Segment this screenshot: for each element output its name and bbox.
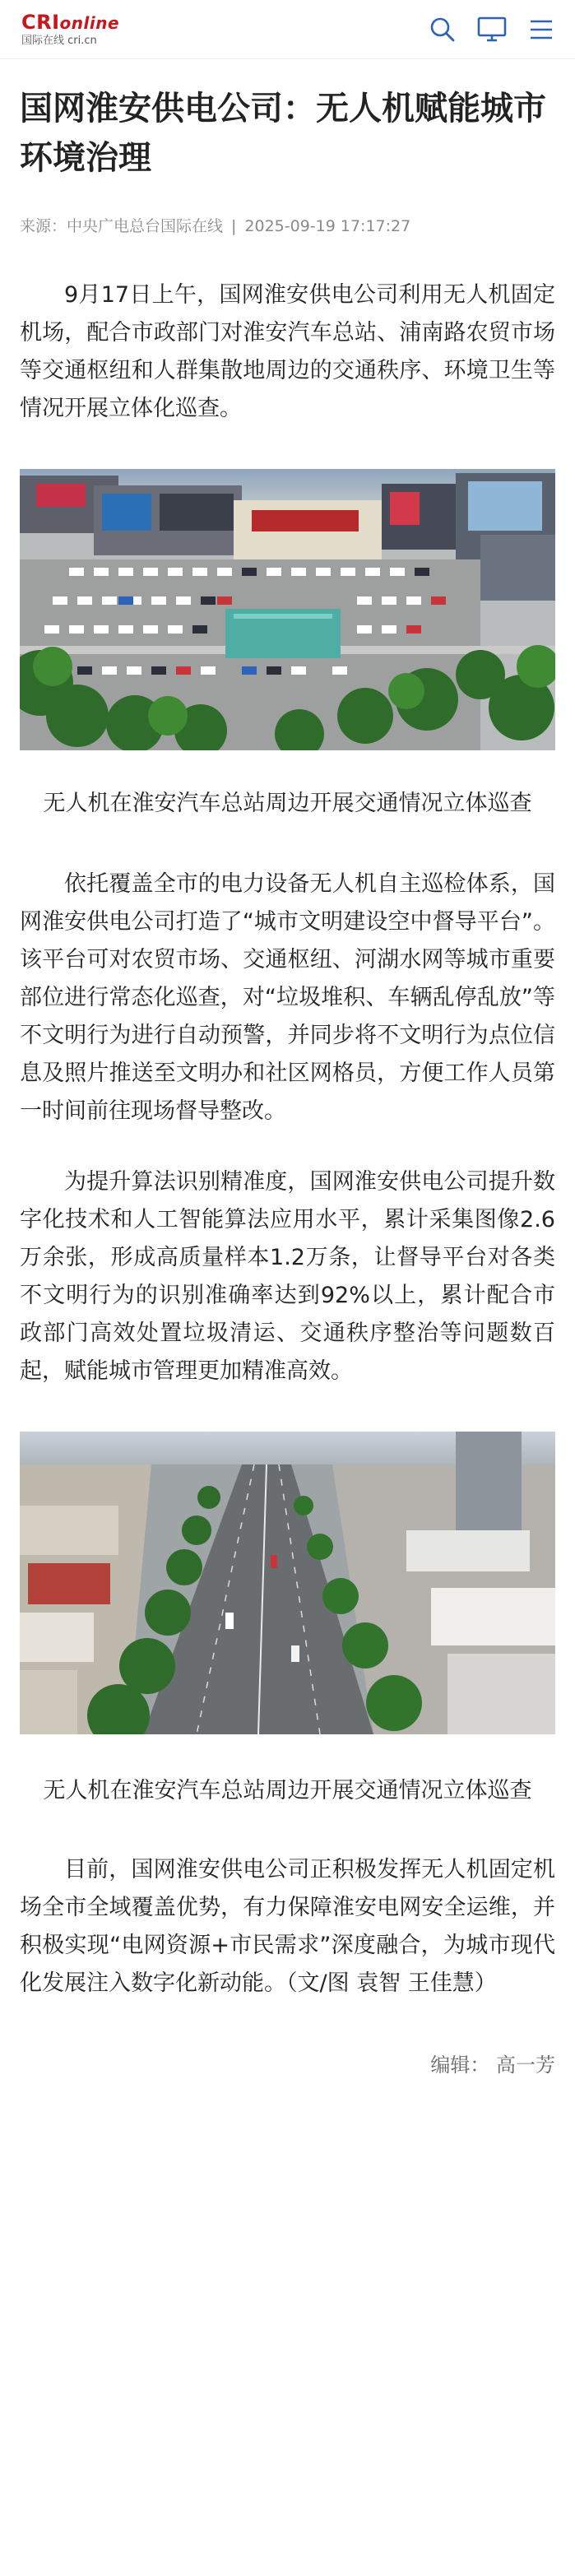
header-actions [427,14,557,45]
article-editor: 编辑： 高一芳 [430,2054,555,2077]
article-paragraph-4: 目前，国网淮安供电公司正积极发挥无人机固定机场全市全域覆盖优势，有力保障淮安电网安全运维，并积极实现“电网资源+市民需求”深度融合，为城市现代化发展注入数字化新动能。（文/图 袁智 王佳慧） [20,1857,555,1996]
article-title: 国网淮安供电公司：无人机赋能城市环境治理 [20,90,546,177]
logo-subtitle: 国际在线 cri.cn [21,34,97,47]
search-icon[interactable] [427,14,458,45]
article-date: 2025-09-19 17:17:27 [244,217,411,235]
desktop-icon[interactable] [476,14,508,45]
photo-caption-1: 无人机在淮安汽车总站周边开展交通情况立体巡查 [43,791,532,816]
article-meta [0,183,575,237]
logo-wordmark [21,12,119,34]
logo-online: online [59,12,120,33]
top-bar [0,0,575,59]
article-paragraph-3: 为提升算法识别精准度，国网淮安供电公司提升数字化技术和人工智能算法应用水平，累计采集图像2.6万余张，形成高质量样本1.2万条，让督导平台对各类不文明行为的识别准确率达到92%以上，累计配合市政部门高效处置垃圾清运、交通秩序整治等问题数百起，赋能城市管理更加精准高效。 [20,1169,555,1384]
photo-street-aerial [20,1432,555,1734]
menu-icon[interactable] [526,14,557,45]
site-logo[interactable] [21,12,119,48]
article-source: 来源：中央广电总台国际在线 [20,217,224,235]
photo-caption-2: 无人机在淮安汽车总站周边开展交通情况立体巡查 [43,1778,532,1803]
meta-separator: | [231,217,237,235]
article-paragraph-1: 9月17日上午，国网淮安供电公司利用无人机固定机场，配合市政部门对淮安汽车总站、浦南路农贸市场等交通枢纽和人群集散地周边的交通秩序、环境卫生等情况开展立体化巡查。 [20,282,555,421]
logo-cri: CRI [21,10,60,34]
article-paragraph-2: 依托覆盖全市的电力设备无人机自主巡检体系，国网淮安供电公司打造了“城市文明建设空中督导平台”。该平台可对农贸市场、交通枢纽、河湖水网等城市重要部位进行常态化巡查，对“垃圾堆积、车辆乱停乱放”等不文明行为进行自动预警，并同步将不文明行为点位信息及照片推送至文明办和社区网格员，方便工作人员第一时间前往现场督导整改。 [20,871,555,1124]
photo-bus-station-aerial [20,469,555,750]
